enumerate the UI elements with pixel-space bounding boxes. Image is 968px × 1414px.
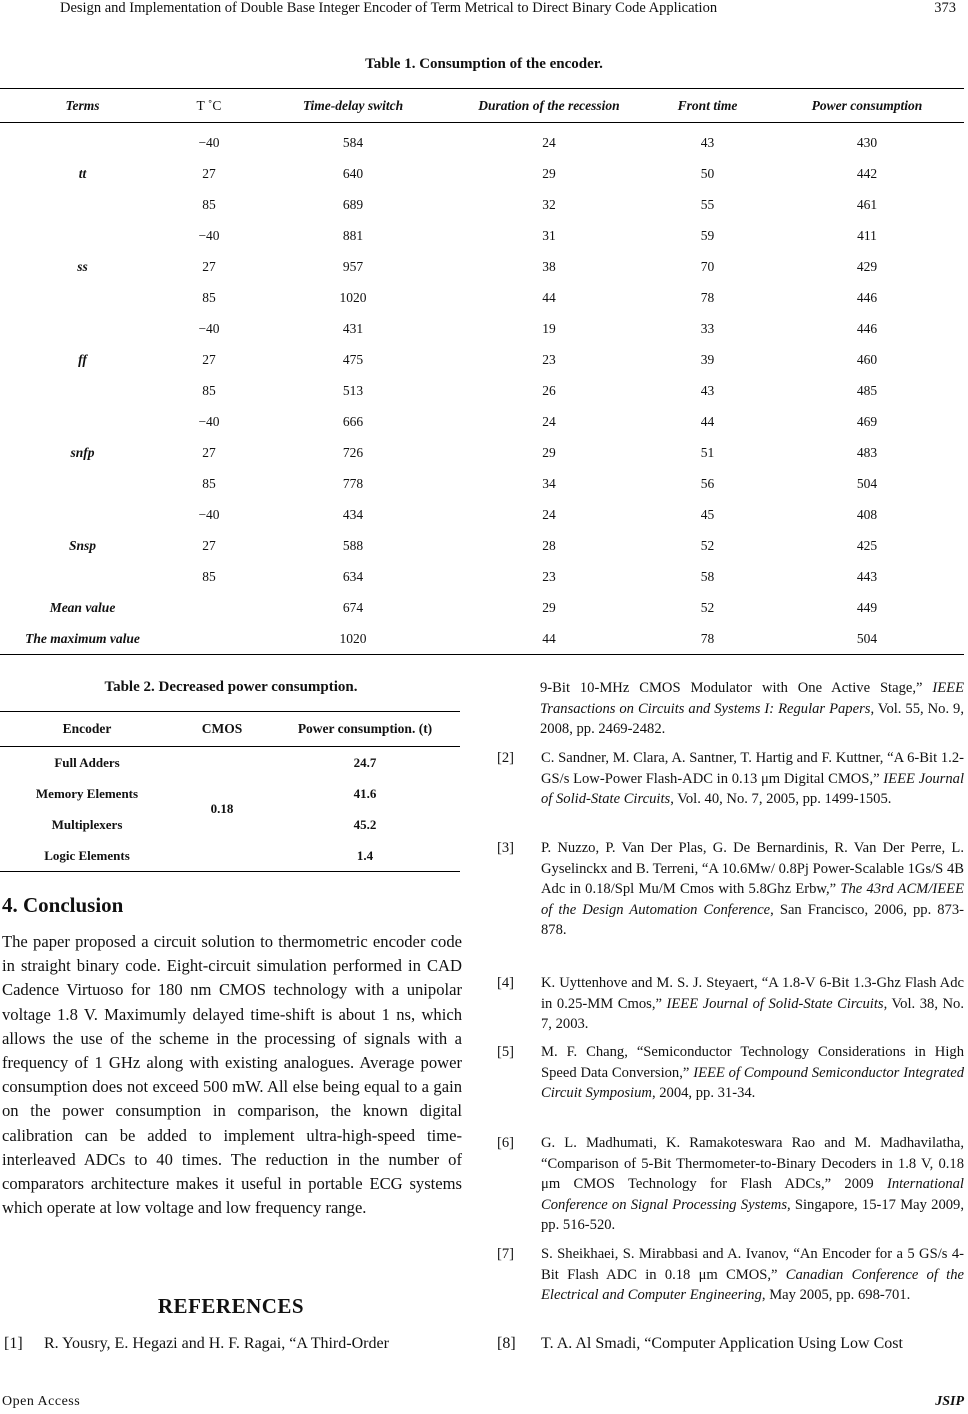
reference-number: [1]: [4, 1335, 23, 1352]
table1-cell: [165, 623, 253, 655]
table1-cell: 881: [342, 227, 364, 243]
table1-cell: 957: [342, 258, 364, 274]
table1-term-cell: [0, 561, 165, 592]
table1-cell: 24: [542, 134, 556, 150]
table1-row: [0, 313, 964, 344]
table1-cell: 85: [202, 382, 216, 398]
table1-row: [0, 158, 964, 189]
table1-cell: 430: [856, 134, 878, 150]
table1-cell: 446: [856, 320, 878, 336]
table2-row: [0, 747, 460, 779]
table1-summary-label: Mean value: [49, 599, 116, 615]
reference-number: [5]: [497, 1044, 515, 1060]
reference-text: S. Sheikhaei, S. Mirabbasi and A. Ivanov, “An Encoder for a 5 GS/s 4-Bit Flash ADC in 0.18 μm CMOS,” Canadian Conference of the Electrical and Computer Engineering, May 2005, pp. 698-701.: [541, 1246, 964, 1304]
table1-row: [0, 344, 964, 375]
table1-cell: 78: [700, 289, 715, 305]
table1-cell: 43: [700, 382, 715, 398]
table1-cell: 442: [856, 165, 878, 181]
footer-journal: JSIP: [935, 1394, 964, 1409]
table1-cell: 44: [542, 289, 556, 305]
table2-header-row: [0, 712, 460, 747]
table1-cell: 50: [700, 165, 715, 181]
table2-header-cell: CMOS: [174, 712, 270, 747]
table1-term-cell: ss: [77, 258, 88, 274]
reference-item: [497, 748, 964, 834]
table1-cell: 28: [542, 537, 556, 553]
table1-cell: 43: [700, 134, 715, 150]
table1-cell: 1020: [253, 623, 453, 655]
table1-cell: 634: [342, 568, 364, 584]
table1-cell: 44: [453, 623, 645, 655]
table2-encoder-cell: Full Adders: [54, 754, 120, 770]
table1-cell: 27: [202, 165, 216, 181]
table1-cell: 59: [700, 227, 715, 243]
table1-row: [0, 499, 964, 530]
table1-term-cell: [0, 499, 165, 530]
table2-power-cell: 24.7: [353, 754, 377, 770]
table1-cell: 485: [856, 382, 878, 398]
table1-cell: 1020: [339, 289, 367, 305]
table1-term-cell: [0, 468, 165, 499]
table1-cell: 431: [342, 320, 364, 336]
table1-cell: 27: [202, 258, 216, 274]
table1-cell: 504: [770, 623, 964, 655]
reference-item: [497, 1042, 964, 1128]
reference-number: [8]: [497, 1335, 516, 1352]
table1-row: [0, 406, 964, 437]
reference-item: [497, 1133, 964, 1239]
table1-cell: 469: [856, 413, 878, 429]
table1-cell: 31: [542, 227, 556, 243]
table1-row: [0, 220, 964, 251]
table1-cell: 434: [342, 506, 364, 522]
table1-header-row: [0, 89, 964, 123]
table1-cell: 411: [857, 227, 877, 243]
table1-row: [0, 468, 964, 499]
reference-number: [3]: [497, 840, 515, 856]
reference-item: [497, 1334, 964, 1356]
table1-term-cell: [0, 282, 165, 313]
table1-term-cell: ff: [78, 351, 87, 367]
table1-cell: 56: [700, 475, 715, 491]
reference-text: C. Sandner, M. Clara, A. Santner, T. Hartig and F. Kuttner, “A 6-Bit 1.2-GS/s Low-Power Flash-ADC in 0.13 μm Digital CMOS,” IEEE Journal of Solid-State Circuits, Vol. 40, No. 7, 2005, pp. 1499-1505.: [541, 750, 964, 808]
table1-cell: 58: [700, 568, 715, 584]
section-heading: 4. Conclusion: [2, 893, 124, 917]
table1-row: [0, 282, 964, 313]
table1-cell: 27: [202, 351, 216, 367]
table1-cell: 55: [700, 196, 715, 212]
table2-power-cell: 45.2: [353, 816, 377, 832]
table1-header-cell: Front time: [645, 89, 770, 123]
reference-item: [497, 973, 964, 1037]
table1-cell: 584: [342, 134, 364, 150]
table1-cell: 588: [342, 537, 364, 553]
table1-cell: 85: [202, 196, 216, 212]
conclusion-paragraph: The paper proposed a circuit solution to thermometric encoder code in straight binary code. Eight-circuit simulation performed in CAD Cadence Virtuoso for 180 nm CMOS technology with a unipolar voltage 1.8 V. Maximumly delayed time-shift is about 1 ns, which allows the use of the scheme in the processing of signals with a frequency of 1 GHz along with existing analogues. Average power consumption does not exceed 500 mW. All else being equal to a gain on the power consumption in comparison, the known digital calibration can be added to implement ultra-high-speed time-interleaved ADCs to 40 times. The reduction in the number of comparators architecture makes it useful in portable ECG systems which operate at low voltage and low frequency range.: [2, 932, 462, 1218]
table1-cell: 38: [542, 258, 556, 274]
table2-encoder-cell: Logic Elements: [0, 840, 174, 872]
table1-summary-label: The maximum value: [0, 623, 165, 655]
reference-item: [4, 1334, 462, 1356]
table1-cell: 27: [202, 444, 216, 460]
table1-cell: 29: [542, 599, 556, 615]
table1-term-cell: [0, 123, 165, 159]
table1-cell: 408: [856, 506, 878, 522]
table1-cell: 24: [542, 413, 556, 429]
table1-header-cell: T ˚C: [165, 89, 253, 123]
reference-text: T. A. Al Smadi, “Computer Application Using Low Cost: [541, 1335, 903, 1352]
table1-cell: 34: [542, 475, 556, 491]
table1-term-cell: [0, 375, 165, 406]
table2: [0, 711, 460, 872]
table1-cell: 29: [542, 444, 556, 460]
table1-term-cell: tt: [78, 165, 87, 181]
table2-power-cell: 1.4: [270, 840, 460, 872]
table1-cell: 504: [856, 475, 878, 491]
table2-encoder-cell: Multiplexers: [51, 816, 123, 832]
reference-item: [497, 838, 964, 968]
table1-term-cell: [0, 220, 165, 251]
table1-cell: 449: [856, 599, 878, 615]
reference-text: M. F. Chang, “Semiconductor Technology Considerations in High Speed Data Conversion,” IEEE of Compound Semiconductor Integrated Circuit Symposium, 2004, pp. 31-34.: [541, 1044, 964, 1102]
table2-header-cell: Power consumption. (t): [270, 712, 460, 747]
table1-term-cell: snfp: [70, 444, 95, 460]
running-header: [0, 0, 968, 20]
table1-cell: 24: [542, 506, 556, 522]
table1-summary-row: [0, 592, 964, 623]
table1-cell: 689: [342, 196, 364, 212]
table1: [0, 88, 964, 655]
reference-number: [4]: [497, 975, 515, 991]
table1-caption: Table 1. Consumption of the encoder.: [365, 56, 603, 72]
table1-cell: −40: [198, 227, 220, 243]
table1-cell: 51: [700, 444, 715, 460]
table1-cell: 85: [202, 568, 216, 584]
table1-cell: 23: [542, 568, 556, 584]
table1-header-cell: Duration of the recession: [453, 89, 645, 123]
table2-power-cell: 41.6: [353, 785, 377, 801]
reference-number: [6]: [497, 1135, 515, 1151]
table1-cell: 425: [856, 537, 878, 553]
table1-cell: 78: [645, 623, 770, 655]
reference-continuation: 9-Bit 10-MHz CMOS Modulator with One Active Stage,” IEEE Transactions on Circuits and Systems I: Regular Papers, Vol. 55, No. 9, 2008, pp. 2469-2482.: [540, 680, 965, 738]
table1-row: [0, 375, 964, 406]
table1-cell: 52: [700, 599, 715, 615]
table1-cell: 475: [342, 351, 364, 367]
table1-cell: 85: [202, 289, 216, 305]
table1-cell: −40: [198, 506, 220, 522]
table1-cell: 52: [700, 537, 715, 553]
table1-cell: −40: [198, 413, 220, 429]
table1-cell: 23: [542, 351, 556, 367]
table1-cell: −40: [198, 320, 220, 336]
table1-cell: 778: [342, 475, 364, 491]
reference-text: R. Yousry, E. Hegazi and H. F. Ragai, “A Third-Order: [44, 1335, 389, 1352]
table1-row: [0, 123, 964, 159]
reference-item: [497, 1244, 964, 1330]
reference-text: G. L. Madhumati, K. Ramakoteswara Rao and M. Madhavilatha, “Comparison of 5-Bit Thermometer-to-Binary Decoders in 1.8 V, 0.18 μm CMOS Technology for Flash ADCs,” 2009 International Conference on Signal Processing Systems, Singapore, 15-17 May 2009, pp. 516-520.: [541, 1135, 964, 1234]
page-number: 373: [934, 0, 956, 16]
table1-cell: 640: [342, 165, 364, 181]
table1-row: [0, 437, 964, 468]
table1-cell: 39: [700, 351, 715, 367]
table1-term-cell: Snsp: [68, 537, 97, 553]
table1-cell: 726: [342, 444, 364, 460]
table1-cell: 461: [856, 196, 878, 212]
table1-row: [0, 251, 964, 282]
table2-cmos-cell: 0.18: [174, 747, 270, 872]
table1-cell: 483: [856, 444, 878, 460]
table1-cell: 70: [700, 258, 715, 274]
table1-cell: 26: [542, 382, 556, 398]
footer-open-access: Open Access: [2, 1394, 81, 1409]
table2-body: [0, 747, 460, 872]
table1-cell: 27: [202, 537, 216, 553]
table1-cell: 29: [542, 165, 556, 181]
table1-row: [0, 189, 964, 220]
reference-number: [7]: [497, 1246, 515, 1262]
table1-header-cell: Terms: [0, 89, 165, 123]
table1-cell: 32: [542, 196, 556, 212]
table1-term-cell: [0, 313, 165, 344]
table1-cell: 45: [700, 506, 715, 522]
table1-term-cell: [0, 406, 165, 437]
table2-encoder-cell: Memory Elements: [35, 785, 139, 801]
table1-header-cell: Power consumption: [770, 89, 964, 123]
table1-term-cell: [0, 189, 165, 220]
reference-text: P. Nuzzo, P. Van Der Plas, G. De Bernardinis, R. Van Der Perre, L. Gyselinckx and B. Terreni, “A 10.6Mw/ 0.8Pj Power-Scalable 1Gs/S 4B Adc in 0.18/Spl Mu/M Cmos with 5.8Ghz Erbw,” The 43rd ACM/IEEE of the Design Automation Conference, San Francisco, 2006, pp. 873-878.: [541, 840, 964, 939]
table1-cell: 674: [342, 599, 364, 615]
reference-text: K. Uyttenhove and M. S. J. Steyaert, “A 1.8-V 6-Bit 1.3-Ghz Flash Adc in 0.25-MM Cmos,” IEEE Journal of Solid-State Circuits, Vol. 38, No. 7, 2003.: [541, 975, 964, 1033]
table1-cell: 446: [856, 289, 878, 305]
table1-cell: 19: [542, 320, 556, 336]
table1-header-cell: Time-delay switch: [253, 89, 453, 123]
reference-number: [2]: [497, 750, 515, 766]
table2-caption: Table 2. Decreased power consumption.: [104, 679, 358, 695]
table1-cell: 44: [700, 413, 715, 429]
table1-cell: 85: [202, 475, 216, 491]
running-title: Design and Implementation of Double Base Integer Encoder of Term Metrical to Direct Binary Code Application: [60, 0, 718, 16]
table1-cell: 429: [856, 258, 878, 274]
table2-header-cell: Encoder: [0, 712, 174, 747]
table1-cell: 460: [856, 351, 878, 367]
references-heading: REFERENCES: [157, 1294, 305, 1318]
table1-row: [0, 530, 964, 561]
table1-cell: [165, 592, 253, 623]
table1-cell: 513: [342, 382, 364, 398]
table1-cell: −40: [198, 134, 220, 150]
table1-cell: 443: [856, 568, 878, 584]
table1-summary-row: [0, 623, 964, 655]
table1-body: [0, 123, 964, 655]
table1-row: [0, 561, 964, 592]
table1-cell: 33: [700, 320, 715, 336]
table1-cell: 666: [342, 413, 364, 429]
